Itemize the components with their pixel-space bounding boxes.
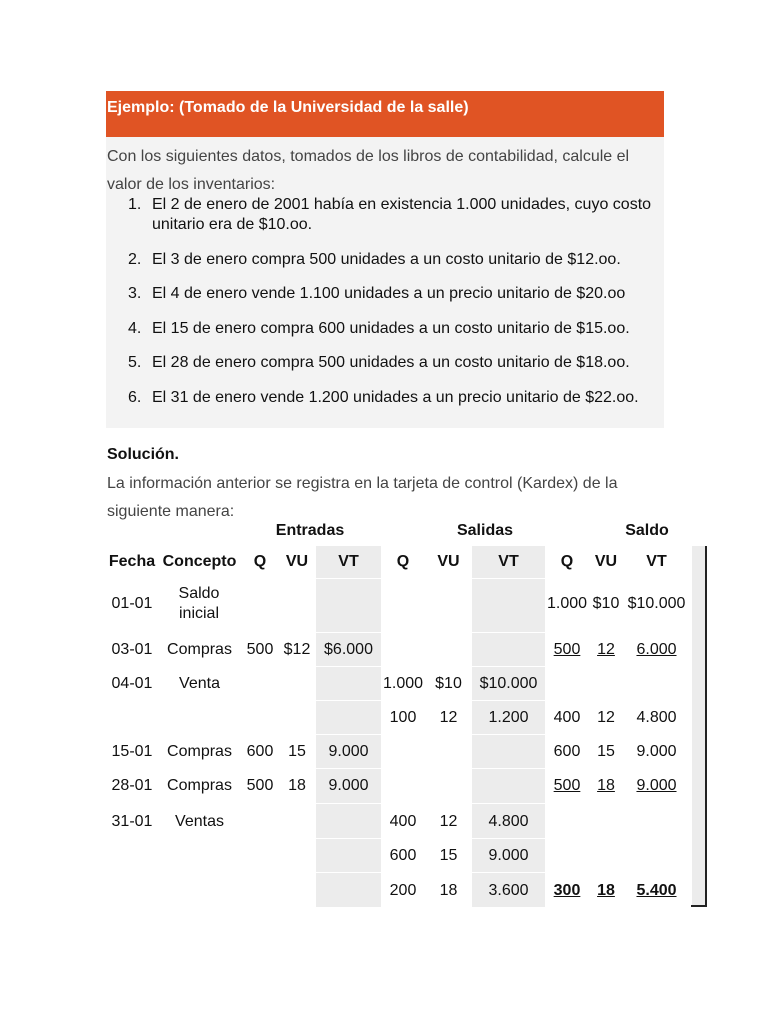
saldo-group-header: Saldo [625,522,669,539]
cell-bq: 400 [553,709,581,726]
cell-sq: 200 [389,882,417,899]
row-separator [316,872,381,873]
row-separator [316,803,381,804]
cell-evu: 15 [288,743,306,760]
cell-bvu: 18 [597,882,615,899]
header-salidas-q: Q [396,553,410,570]
row-separator [472,838,545,839]
cell-fecha: 15-01 [111,743,153,760]
cell-evu: 18 [288,777,306,794]
cell-bq: 500 [553,641,581,658]
list-text: El 15 de enero compra 600 unidades a un costo unitario de $15.oo. [152,320,630,337]
cell-sq: 600 [389,847,417,864]
problem-intro: Con los siguientes datos, tomados de los libros de contabilidad, calcule el valor de los inventarios: [107,148,630,193]
list-number: 2. [128,251,142,268]
cell-svu: 12 [439,813,458,830]
header-salidas-vu: VU [437,553,460,570]
table-right-rule [705,546,707,907]
header-salidas-vt: VT [498,553,519,570]
cell-eq: 500 [246,641,274,658]
cell-svu: $10 [435,675,462,692]
cell-bvu: 12 [597,641,615,658]
cell-bvt: 4.800 [636,709,677,726]
cell-evt: $6.000 [324,641,373,658]
cell-concepto: Ventas [175,813,224,830]
cell-bq: 500 [553,777,581,794]
row-separator [472,578,545,579]
list-text: El 3 de enero compra 500 unidades a un costo unitario de $12.oo. [152,251,621,268]
cell-svu: 15 [439,847,458,864]
cell-bvu: $10 [592,595,620,612]
cell-svu: 18 [439,882,458,899]
list-number: 6. [128,389,142,406]
header-entradas-q: Q [253,553,267,570]
cell-svt: 9.000 [488,847,529,864]
list-text: El 31 de enero vende 1.200 unidades a un precio unitario de $22.oo. [152,389,639,406]
cell-evu: $12 [283,641,311,658]
cell-concepto: Saldo inicial [178,585,220,622]
entradas-vt-column-shade [316,546,381,907]
cell-svt: 3.600 [488,882,529,899]
cell-svt: 1.200 [488,709,529,726]
cell-concepto: Compras [167,641,232,658]
cell-evt: 9.000 [328,777,369,794]
cell-sq: 100 [389,709,417,726]
cell-bvt: 9.000 [636,777,677,794]
cell-bvt: 6.000 [636,641,677,658]
row-separator [316,700,381,701]
row-separator [472,768,545,769]
row-separator [316,768,381,769]
row-separator [316,734,381,735]
header-saldo-vt: VT [646,553,667,570]
cell-sq: 400 [389,813,417,830]
cell-bvu: 18 [597,777,615,794]
list-number: 4. [128,320,142,337]
cell-eq: 600 [246,743,274,760]
cell-fecha: 04-01 [111,675,153,692]
cell-bvu: 12 [597,709,615,726]
saldo-edge-shade [692,546,705,907]
cell-fecha: 31-01 [111,813,153,830]
row-separator [316,578,381,579]
cell-bvt: $10.000 [627,595,686,612]
example-title: Ejemplo: (Tomado de la Universidad de la salle) [106,91,664,137]
row-separator [472,803,545,804]
row-separator [316,632,381,633]
table-bottom-rule [691,905,707,907]
cell-svt: $10.000 [479,675,538,692]
cell-bvt: 9.000 [636,743,677,760]
cell-fecha: 28-01 [111,777,153,794]
list-text: El 2 de enero de 2001 había en existencia 1.000 unidades, cuyo costo unitario era de $10.oo. [152,196,652,233]
cell-fecha: 01-01 [111,595,153,612]
solution-text: La información anterior se registra en la tarjeta de control (Kardex) de la siguiente manera: [107,475,618,520]
cell-svt: 4.800 [488,813,529,830]
solution-title: Solución. [107,446,179,463]
cell-bq: 300 [553,882,581,899]
cell-concepto: Compras [167,777,232,794]
header-saldo-vu: VU [594,553,618,570]
cell-eq: 500 [246,777,274,794]
salidas-group-header: Salidas [456,522,514,539]
cell-bq: 600 [553,743,581,760]
list-number: 3. [128,285,142,302]
row-separator [472,700,545,701]
row-separator [316,838,381,839]
list-text: El 28 de enero compra 500 unidades a un costo unitario de $18.oo. [152,354,630,371]
row-separator [472,734,545,735]
list-number: 1. [128,196,142,213]
cell-concepto: Compras [167,743,232,760]
cell-bq: 1.000 [546,595,588,612]
cell-evt: 9.000 [328,743,369,760]
entradas-group-header: Entradas [275,522,345,539]
cell-sq: 1.000 [382,675,424,692]
list-number: 5. [128,354,142,371]
header-saldo-q: Q [560,553,574,570]
header-entradas-vu: VU [285,553,309,570]
header-entradas-vt: VT [338,553,359,570]
cell-bvt: 5.400 [636,882,677,899]
row-separator [316,666,381,667]
header-concepto: Concepto [162,553,237,570]
row-separator [472,666,545,667]
cell-fecha: 03-01 [111,641,153,658]
row-separator [472,872,545,873]
cell-svu: 12 [439,709,458,726]
header-fecha: Fecha [108,553,156,570]
list-text: El 4 de enero vende 1.100 unidades a un precio unitario de $20.oo [152,285,626,302]
cell-concepto: Venta [179,675,220,692]
cell-bvu: 15 [597,743,615,760]
row-separator [472,632,545,633]
